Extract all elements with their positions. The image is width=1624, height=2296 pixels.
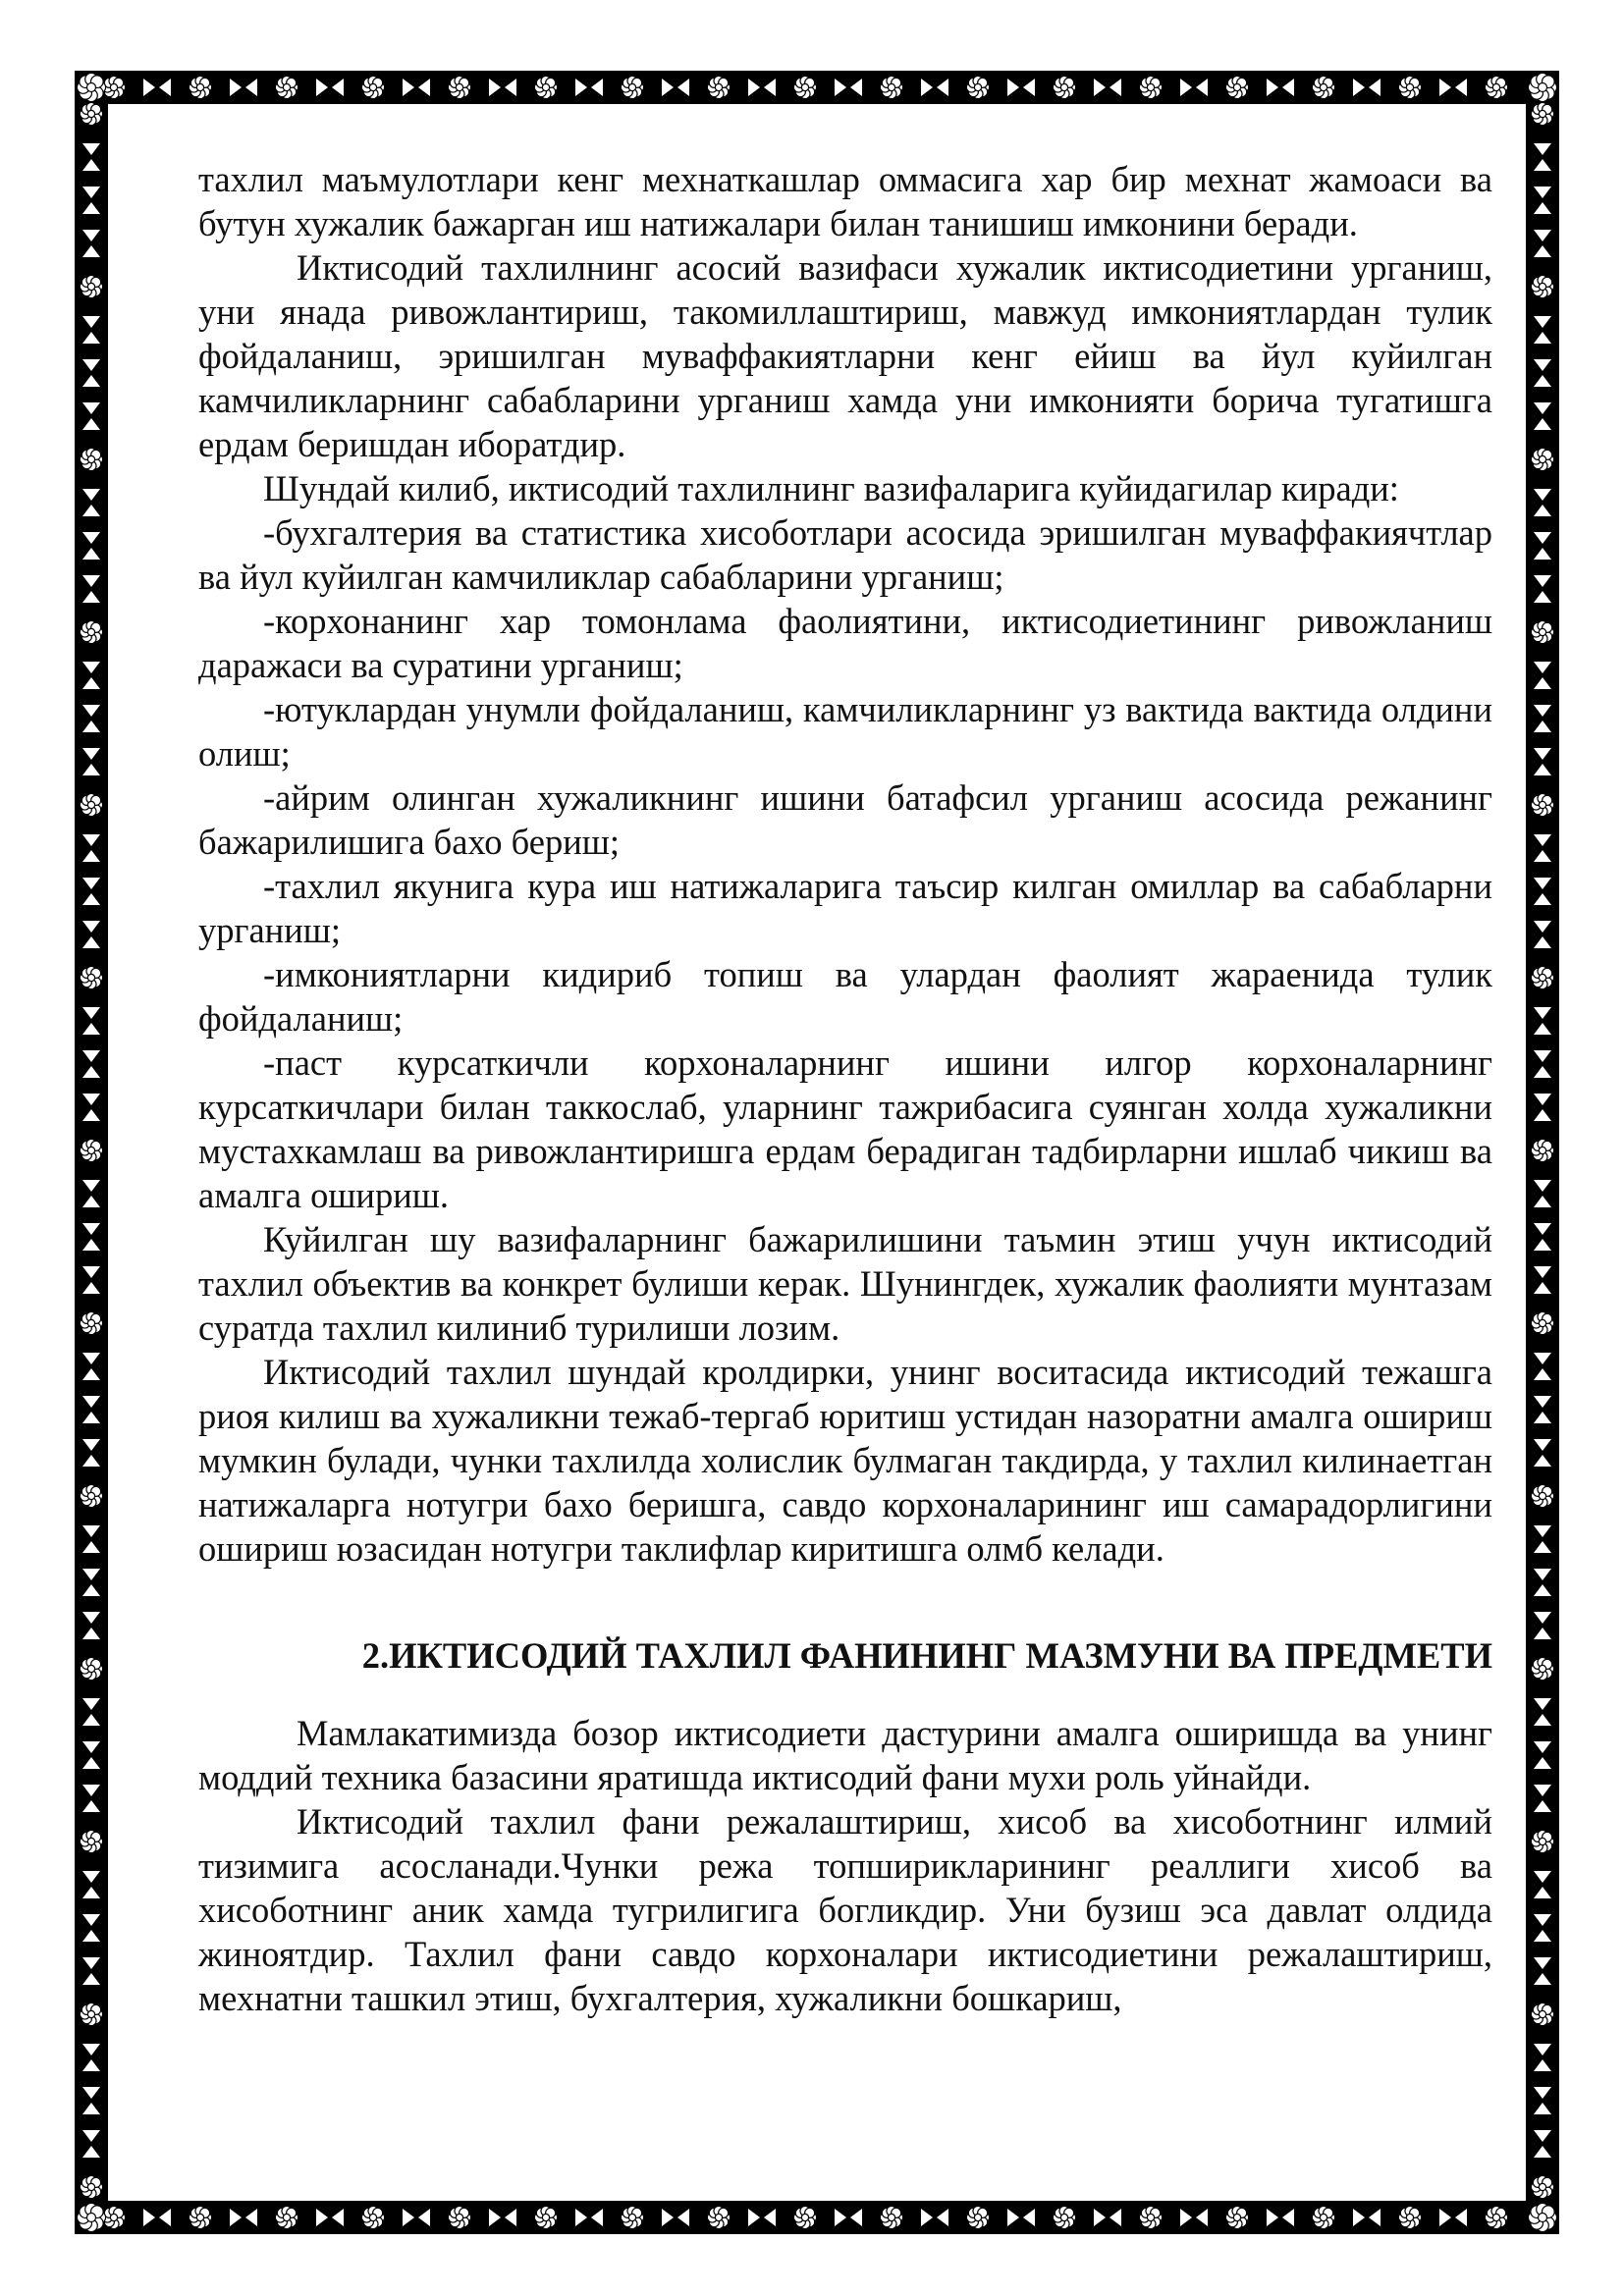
list-item: -имкониятларни кидириб топиш ва улардан фаолият жараенида тулик фойдаланиш;	[198, 954, 1492, 1039]
paragraphs-bottom	[198, 1711, 1492, 2020]
paragraph: тахлил маъмулотлари кенг мехнаткашлар оммасига хар бир мехнат жамоаси ва бутун хужалик бажарган иш натижалари билан танишиш имконини беради.	[198, 159, 1492, 243]
paragraph: Куйилган шу вазифаларнинг бажарилишини таъмин этиш учун иктисодий тахлил объектив ва конкрет булиши керак. Шунингдек, хужалик фаолияти мунтазам суратда тахлил килиниб турилиши лозим.	[198, 1219, 1492, 1348]
list-item: -паст курсаткичли корхоналарнинг ишини илгор корхоналарнинг курсаткичлари билан таккослаб, уларнинг тажрибасига суянган холда хужаликни мустахкамлаш ва ривожлантиришга ердам берадиган тадбирларни ишлаб чикиш ва амалга ошириш.	[198, 1042, 1492, 1215]
list-item: -айрим олинган хужаликнинг ишини батафсил урганиш асосида режанинг бажарилишига бахо бериш;	[198, 777, 1492, 862]
paragraph: Иктисодий тахлил фани режалаштириш, хисоб ва хисоботнинг илмий тизимига асосланади.Чунки режа топширикларининг реаллиги хисоб ва хисоботнинг аник хамда тугрилигига богликдир. Уни бузиш эса давлат олдида жиноятдир. Тахлил фани савдо корхоналари иктисодиетини режалаштириш, мехнатни ташкил этиш, бухгалтерия, хужаликни бошкариш,	[198, 1801, 1492, 2018]
list-item: -ютуклардан унумли фойдаланиш, камчиликларнинг уз вактида вактида олдини олиш;	[198, 689, 1492, 774]
paragraph: Мамлакатимизда бозор иктисодиети дастурини амалга оширишда ва унинг моддий техника базасини яратишда иктисодий фани мухи роль уйнайди.	[198, 1713, 1492, 1797]
paragraphs-top	[198, 157, 1492, 1571]
section-heading: 2.ИКТИСОДИЙ ТАХЛИЛ ФАНИНИНГ МАЗМУНИ ВА ПРЕДМЕТИ	[361, 1635, 1492, 1676]
list-item: -корхонанинг хар томонлама фаолиятини, иктисодиетининг ривожланиш даражаси ва суратини урганиш;	[198, 601, 1492, 685]
paragraph: Иктисодий тахлилнинг асосий вазифаси хужалик иктисодиетини урганиш, уни янада ривожлантириш, такомиллаштириш, мавжуд имкониятлардан тулик фойдаланиш, эришилган муваффакиятларни кенг ейиш ва йул куйилган камчиликларнинг сабабларини урганиш хамда уни имконияти борича тугатишга ердам беришдан иборатдир.	[198, 247, 1492, 464]
paragraph: Иктисодий тахлил шундай кролдирки, унинг воситасида иктисодий тежашга риоя килиш ва хужаликни тежаб-тергаб юритиш устидан назоратни амалга ошириш мумкин булади, чунки тахлилда холислик булмаган такдирда, у тахлил килинаетган натижаларга нотугри бахо беришга, савдо корхоналарининг иш самарадорлигини ошириш юзасидан нотугри таклифлар киритишга олмб келади.	[198, 1352, 1492, 1569]
paragraph: Шундай килиб, иктисодий тахлилнинг вазифаларига куйидагилар киради:	[263, 468, 1399, 508]
list-item: -бухгалтерия ва статистика хисоботлари асосида эришилган муваффакиячтлар ва йул куйилган камчиликлар сабабларини урганиш;	[198, 512, 1492, 597]
list-item: -тахлил якунига кура иш натижаларига таъсир килган омиллар ва сабабларни урганиш;	[198, 866, 1492, 950]
document-body	[198, 157, 1492, 2020]
